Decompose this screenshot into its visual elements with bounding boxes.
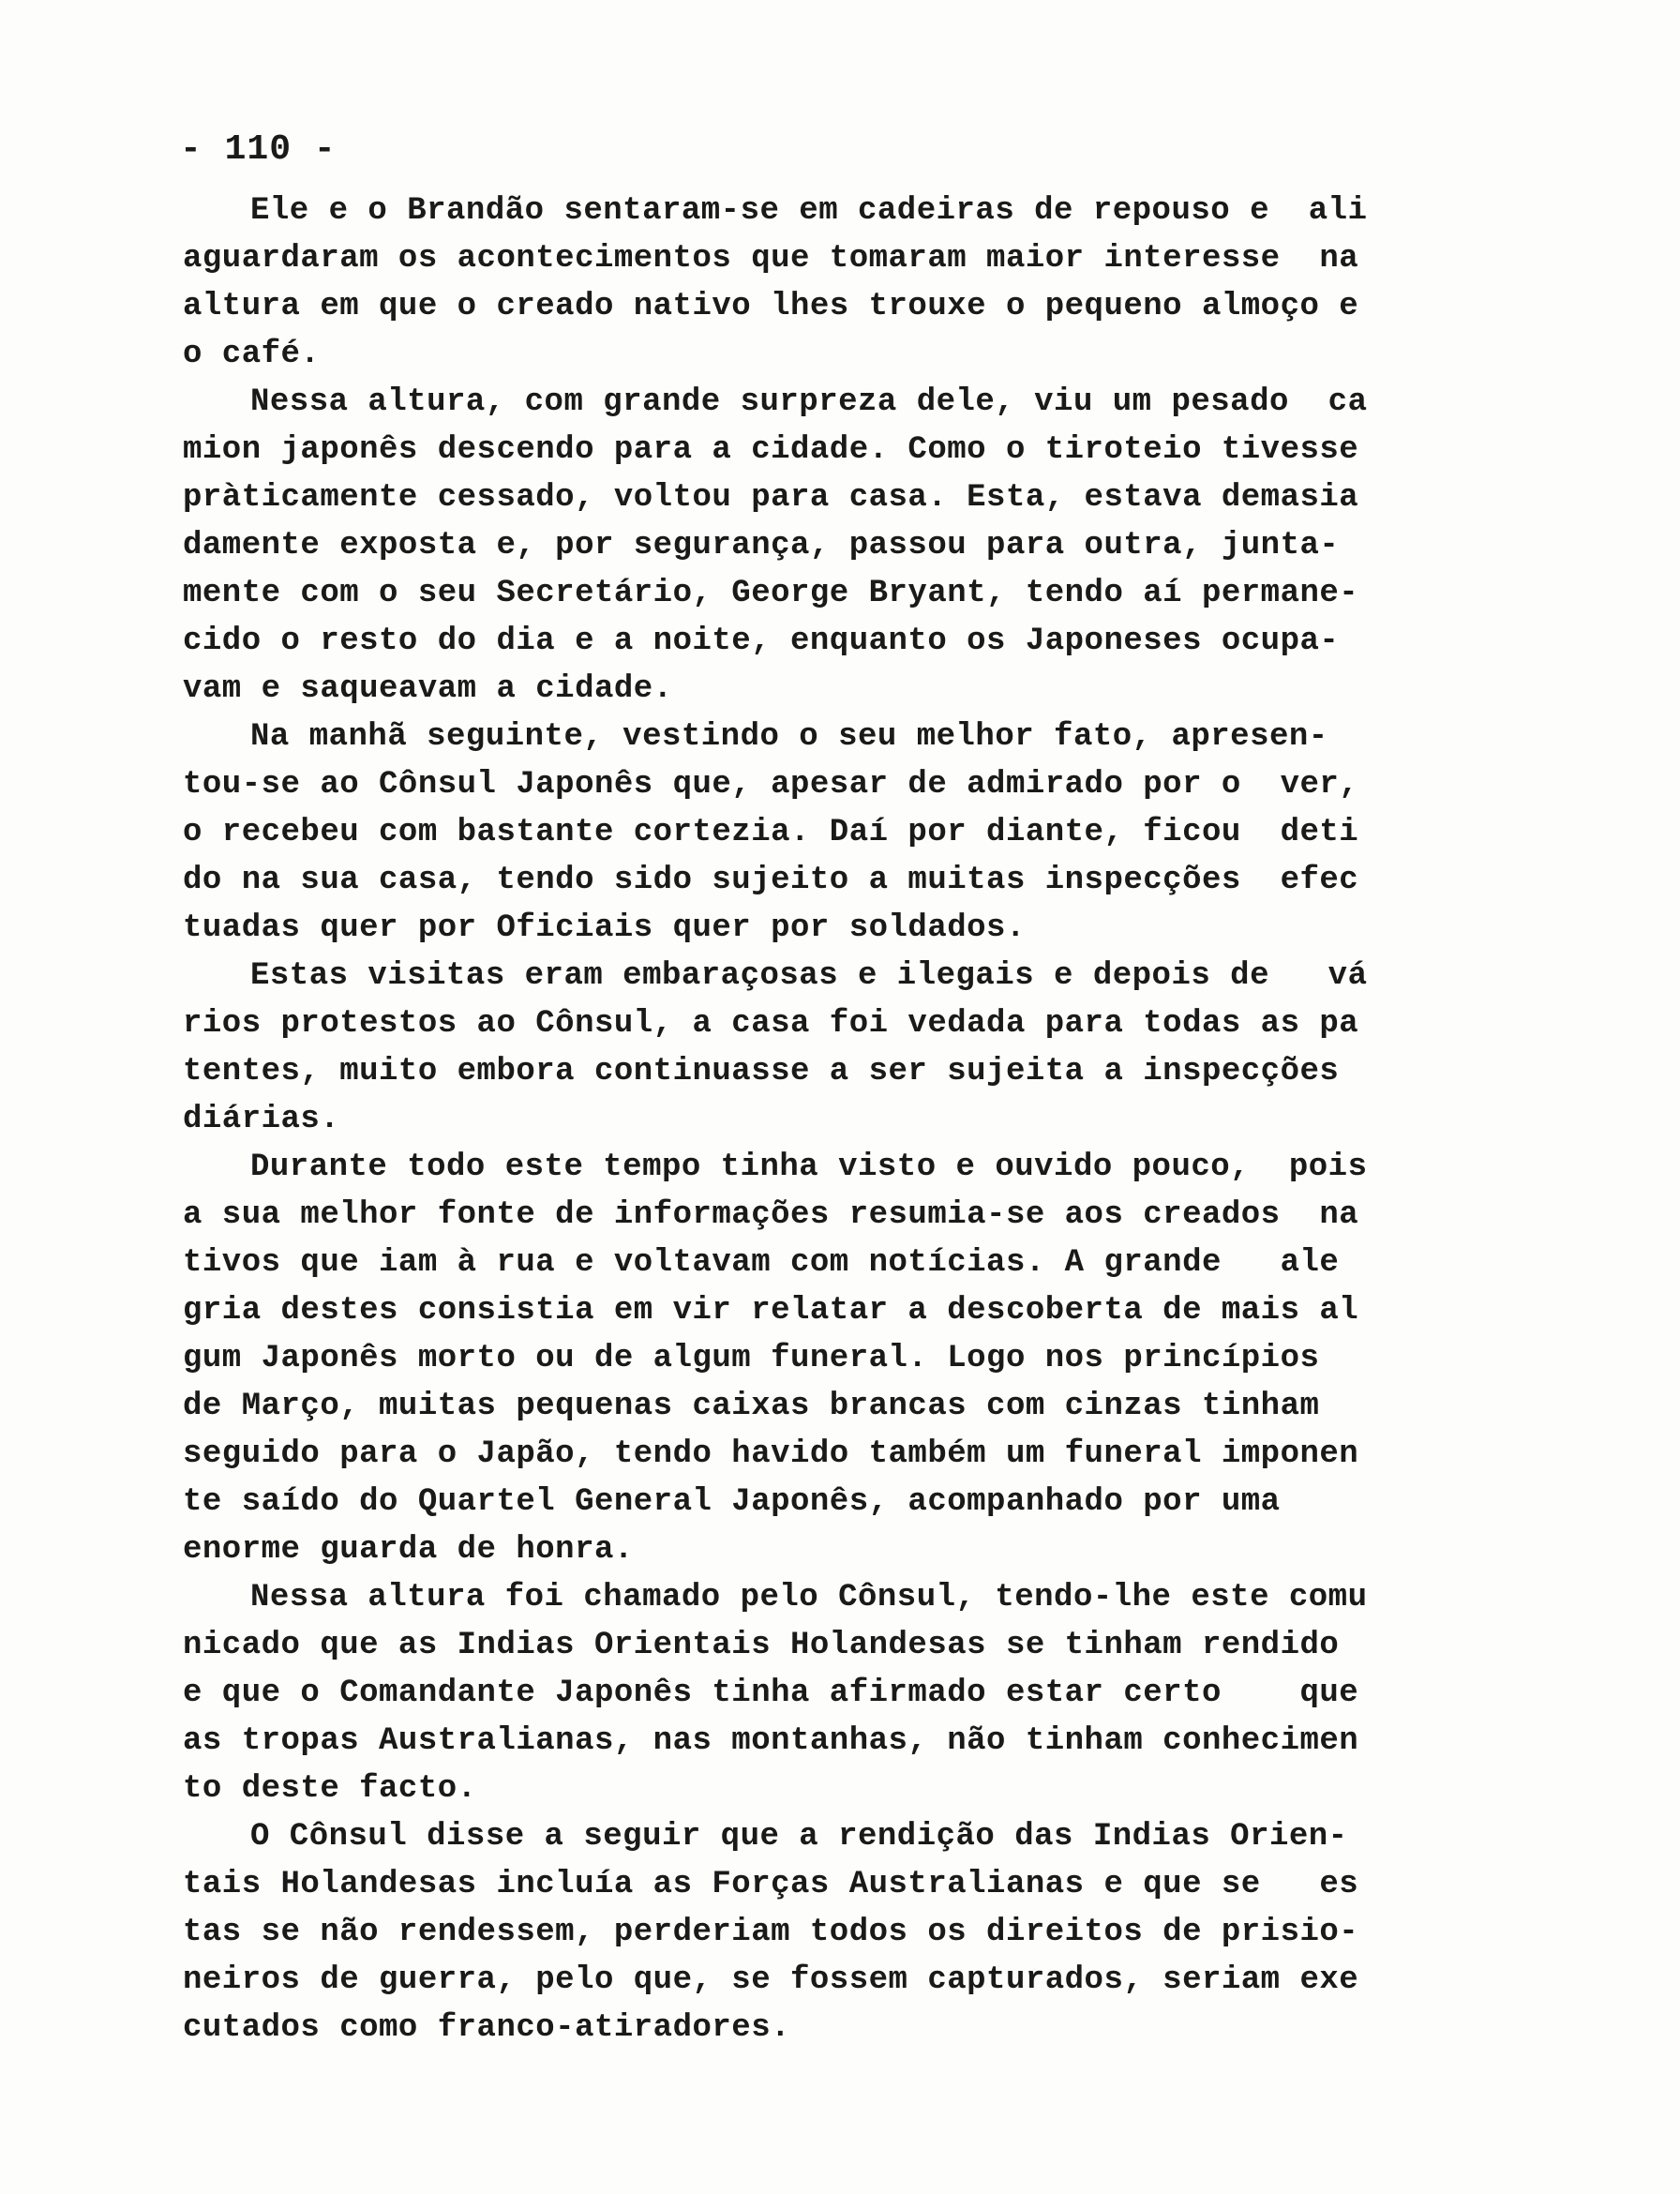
paragraph-2: [183, 379, 1598, 714]
text-line: Ele e o Brandão sentaram-se em cadeiras de repouso e ali: [250, 193, 1368, 229]
text-line: as tropas Australianas, nas montanhas, não tinham conhecimen: [183, 1723, 1359, 1759]
text-line: Na manhã seguinte, vestindo o seu melhor fato, apresen-: [250, 719, 1328, 755]
text-line: aguardaram os acontecimentos que tomaram maior interesse na: [183, 241, 1359, 277]
text-line: te saído do Quartel General Japonês, acompanhado por uma: [183, 1484, 1281, 1520]
paragraph-1: [183, 188, 1598, 379]
text-line: tais Holandesas incluía as Forças Australianas e que se es: [183, 1867, 1359, 1902]
text-line: pràticamente cessado, voltou para casa. Esta, estava demasia: [183, 480, 1359, 516]
text-line: tuadas quer por Oficiais quer por soldados.: [183, 910, 1026, 946]
text-line: tou-se ao Cônsul Japonês que, apesar de admirado por o ver,: [183, 767, 1359, 803]
text-line: a sua melhor fonte de informações resumia-se aos creados na: [183, 1197, 1359, 1233]
text-line: Nessa altura, com grande surpreza dele, viu um pesado ca: [250, 384, 1368, 420]
text-line: damente exposta e, por segurança, passou para outra, junta-: [183, 528, 1340, 564]
text-line: diárias.: [183, 1102, 340, 1137]
text-line: tas se não rendessem, perderiam todos os direitos de prisio-: [183, 1915, 1359, 1950]
text-line: do na sua casa, tendo sido sujeito a muitas inspecções efec: [183, 863, 1359, 898]
text-line: cutados como franco-atiradores.: [183, 2010, 791, 2046]
body-text: [183, 188, 1598, 2052]
text-line: O Cônsul disse a seguir que a rendição das Indias Orien-: [250, 1819, 1348, 1855]
text-line: e que o Comandante Japonês tinha afirmado estar certo que: [183, 1676, 1359, 1711]
text-line: nicado que as Indias Orientais Holandesas se tinham rendido: [183, 1628, 1340, 1663]
text-line: tentes, muito embora continuasse a ser sujeita a inspecções: [183, 1054, 1340, 1089]
text-line: gum Japonês morto ou de algum funeral. Logo nos princípios: [183, 1341, 1320, 1376]
text-line: to deste facto.: [183, 1771, 477, 1807]
text-line: gria destes consistia em vir relatar a descoberta de mais al: [183, 1293, 1359, 1329]
text-line: Estas visitas eram embaraçosas e ilegais e depois de vá: [250, 958, 1368, 994]
text-line: mion japonês descendo para a cidade. Como o tiroteio tivesse: [183, 432, 1359, 468]
text-line: mente com o seu Secretário, George Bryant, tendo aí permane-: [183, 576, 1359, 611]
paragraph-5: [183, 1144, 1598, 1574]
text-line: de Março, muitas pequenas caixas brancas com cinzas tinham: [183, 1389, 1320, 1424]
text-line: vam e saqueavam a cidade.: [183, 671, 673, 707]
text-line: enorme guarda de honra.: [183, 1532, 634, 1568]
paragraph-6: [183, 1574, 1598, 1813]
paragraph-4: [183, 953, 1598, 1144]
page-number: - 110 -: [180, 129, 337, 170]
text-line: rios protestos ao Cônsul, a casa foi vedada para todas as pa: [183, 1006, 1359, 1042]
text-line: neiros de guerra, pelo que, se fossem capturados, seriam exe: [183, 1962, 1359, 1998]
text-line: o recebeu com bastante cortezia. Daí por diante, ficou deti: [183, 815, 1359, 850]
paragraph-3: [183, 714, 1598, 953]
text-line: altura em que o creado nativo lhes trouxe o pequeno almoço e: [183, 289, 1359, 324]
text-line: Nessa altura foi chamado pelo Cônsul, tendo-lhe este comu: [250, 1580, 1368, 1615]
text-line: seguido para o Japão, tendo havido também um funeral imponen: [183, 1436, 1359, 1472]
text-line: Durante todo este tempo tinha visto e ouvido pouco, pois: [250, 1150, 1368, 1185]
text-line: tivos que iam à rua e voltavam com notícias. A grande ale: [183, 1245, 1340, 1281]
paragraph-7: [183, 1813, 1598, 2052]
text-line: cido o resto do dia e a noite, enquanto os Japoneses ocupa-: [183, 624, 1340, 659]
text-line: o café.: [183, 337, 321, 372]
